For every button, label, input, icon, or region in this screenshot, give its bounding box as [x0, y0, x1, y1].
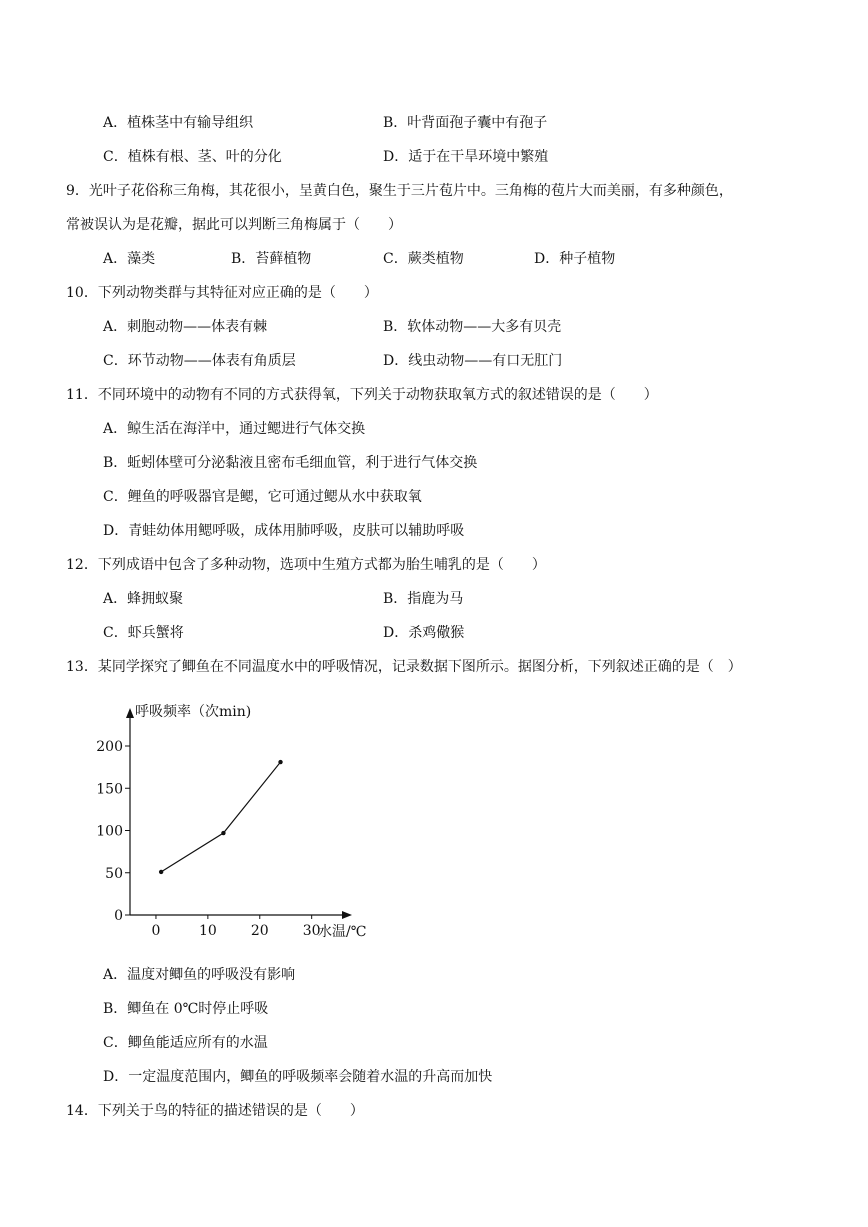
- x-axis-label: 水温/℃: [318, 924, 367, 940]
- chart-series: [159, 760, 283, 874]
- data-point: [159, 870, 163, 874]
- q12-option-a: A．蜂拥蚁聚: [103, 591, 184, 607]
- x-tick-label: 30: [302, 923, 321, 939]
- q8-option-d: D．适于在干旱环境中繁殖: [383, 149, 549, 165]
- q9-option-d: D．种子植物: [534, 251, 616, 267]
- data-point: [278, 760, 282, 764]
- y-tick-label: 50: [105, 865, 123, 882]
- y-tick-label: 150: [96, 781, 123, 798]
- q12-option-b: B．指鹿为马: [383, 591, 464, 607]
- q9-option-a: A．藻类: [103, 251, 156, 267]
- q9-stem-line1: 9．光叶子花俗称三角梅，其花很小，呈黄白色，聚生于三片苞片中。三角梅的苞片大而美丽，有多种颜色，: [66, 183, 733, 199]
- q11-option-b: B．蚯蚓体壁可分泌黏液且密布毛细血管，利于进行气体交换: [103, 455, 478, 471]
- q12-option-c: C．虾兵蟹将: [103, 625, 184, 641]
- q11-option-c: C．鲤鱼的呼吸器官是鳃，它可通过鳃从水中获取氧: [103, 489, 422, 505]
- q13-option-a: A．温度对鲫鱼的呼吸没有影响: [103, 967, 296, 983]
- y-axis-label: 呼吸频率（次min): [135, 704, 252, 720]
- q12-option-d: D．杀鸡儆猴: [383, 625, 465, 641]
- x-tick-label: 10: [198, 923, 217, 939]
- q10-option-b: B．软体动物——大多有贝壳: [383, 319, 562, 335]
- q13-option-b: B．鲫鱼在 0℃时停止呼吸: [103, 1001, 269, 1017]
- y-tick-label: 0: [114, 908, 123, 924]
- q12-stem: 12．下列成语中包含了多种动物，选项中生殖方式都为胎生哺乳的是（ ）: [66, 557, 546, 573]
- q13-option-d: D．一定温度范围内，鲫鱼的呼吸频率会随着水温的升高而加快: [103, 1069, 493, 1085]
- q9-option-b: B．苔藓植物: [231, 251, 312, 267]
- q13-stem: 13．某同学探究了鲫鱼在不同温度水中的呼吸情况，记录数据下图所示。据图分析，下列叙述正确的是（ ）: [66, 659, 742, 675]
- q9-stem-line2: 常被误认为是花瓣，据此可以判断三角梅属于（ ）: [66, 217, 402, 233]
- q10-option-d: D．线虫动物——有口无肛门: [383, 353, 563, 369]
- q10-option-a: A．刺胞动物——体表有棘: [103, 319, 268, 335]
- q11-option-d: D．青蛙幼体用鳃呼吸，成体用肺呼吸，皮肤可以辅助呼吸: [103, 523, 465, 539]
- respiration-chart: [90, 700, 400, 940]
- x-axis-arrow: [342, 911, 352, 919]
- y-tick-label: 200: [96, 739, 123, 755]
- q8-option-b: B．叶背面孢子囊中有孢子: [383, 115, 548, 131]
- q13-option-c: C．鲫鱼能适应所有的水温: [103, 1035, 268, 1051]
- q11-stem: 11．不同环境中的动物有不同的方式获得氧，下列关于动物获取氧方式的叙述错误的是（ ）: [66, 387, 658, 403]
- q11-option-a: A．鲸生活在海洋中，通过鳃进行气体交换: [103, 421, 366, 437]
- q14-stem: 14．下列关于鸟的特征的描述错误的是（ ）: [66, 1103, 364, 1119]
- q8-option-c: C．植株有根、茎、叶的分化: [103, 149, 282, 165]
- y-axis-arrow: [126, 708, 134, 718]
- data-point: [221, 831, 225, 835]
- q10-stem: 10．下列动物类群与其特征对应正确的是（ ）: [66, 285, 378, 301]
- y-tick-label: 100: [96, 823, 123, 840]
- chart-axes: [126, 704, 366, 940]
- q8-option-a: A．植株茎中有输导组织: [103, 115, 254, 131]
- x-tick-label: 20: [250, 923, 269, 939]
- q10-option-c: C．环节动物——体表有角质层: [103, 353, 296, 369]
- x-tick-label: 0: [151, 923, 161, 939]
- q9-option-c: C．蕨类植物: [383, 251, 464, 267]
- series-line: [161, 762, 280, 872]
